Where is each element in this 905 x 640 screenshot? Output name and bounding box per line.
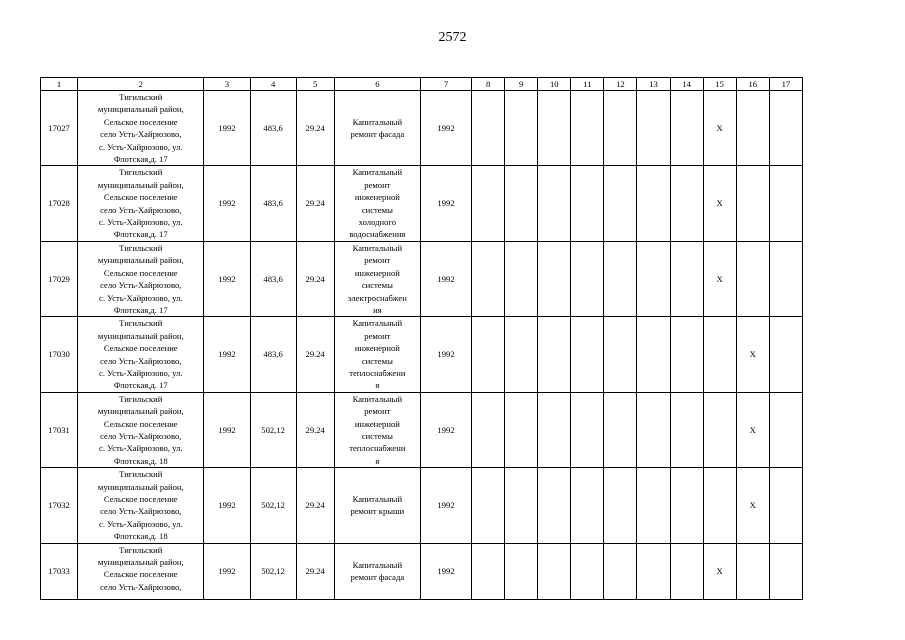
period-cell-15 bbox=[703, 317, 736, 392]
period-cell-15 bbox=[703, 392, 736, 467]
table-row bbox=[41, 392, 803, 467]
period-cell-15: X bbox=[703, 166, 736, 241]
period-cell-17 bbox=[769, 468, 802, 543]
period-cell-14 bbox=[670, 166, 703, 241]
period-cell-9 bbox=[505, 392, 538, 467]
address-text: Тигильский муниципальный район, Сельское поселение село Усть-Хайрюзово, bbox=[97, 544, 184, 592]
record-id: 17028 bbox=[41, 166, 78, 241]
table-row bbox=[41, 91, 803, 166]
period-cell-12 bbox=[604, 392, 637, 467]
column-header-8: 8 bbox=[472, 78, 505, 91]
register-table bbox=[40, 77, 803, 600]
period-cell-17 bbox=[769, 543, 802, 599]
period-cell-8 bbox=[472, 166, 505, 241]
period-cell-9 bbox=[505, 317, 538, 392]
column-header-15: 15 bbox=[703, 78, 736, 91]
year-built-cell: 1992 bbox=[204, 543, 250, 599]
period-cell-13 bbox=[637, 166, 670, 241]
period-cell-9 bbox=[505, 468, 538, 543]
record-id: 17027 bbox=[41, 91, 78, 166]
period-cell-10 bbox=[538, 91, 571, 166]
rate-cell: 29.24 bbox=[296, 392, 334, 467]
work-type-cell: Капитальный ремонт инженерной системы теплоснабжени я bbox=[334, 317, 420, 392]
period-cell-16: X bbox=[736, 468, 769, 543]
period-cell-9 bbox=[505, 543, 538, 599]
column-header-4: 4 bbox=[250, 78, 296, 91]
work-type-cell: Капитальный ремонт инженерной системы электроснабжен ия bbox=[334, 241, 420, 316]
period-cell-8 bbox=[472, 317, 505, 392]
address-cell: Тигильский муниципальный район, Сельское поселение село Усть-Хайрюзово, с. Усть-Хайрюзово, ул. Флотская,д. 18 bbox=[78, 468, 204, 543]
address-cell: Тигильский муниципальный район, Сельское поселение село Усть-Хайрюзово, с. Усть-Хайрюзово, ул. Флотская,д. 17 bbox=[78, 317, 204, 392]
period-cell-15: X bbox=[703, 91, 736, 166]
period-cell-8 bbox=[472, 91, 505, 166]
record-id: 17033 bbox=[41, 543, 78, 599]
column-header-6: 6 bbox=[334, 78, 420, 91]
rate-cell: 29.24 bbox=[296, 241, 334, 316]
column-header-3: 3 bbox=[204, 78, 250, 91]
year-built-cell: 1992 bbox=[204, 91, 250, 166]
period-cell-13 bbox=[637, 543, 670, 599]
period-cell-8 bbox=[472, 468, 505, 543]
period-cell-16 bbox=[736, 543, 769, 599]
period-cell-16 bbox=[736, 166, 769, 241]
period-cell-11 bbox=[571, 543, 604, 599]
period-cell-14 bbox=[670, 91, 703, 166]
period-cell-9 bbox=[505, 166, 538, 241]
rate-cell: 29.24 bbox=[296, 317, 334, 392]
rate-cell: 29.24 bbox=[296, 543, 334, 599]
period-cell-11 bbox=[571, 91, 604, 166]
period-cell-13 bbox=[637, 91, 670, 166]
column-header-5: 5 bbox=[296, 78, 334, 91]
record-id: 17032 bbox=[41, 468, 78, 543]
period-cell-16: X bbox=[736, 392, 769, 467]
period-cell-14 bbox=[670, 392, 703, 467]
period-cell-12 bbox=[604, 91, 637, 166]
year-built-cell: 1992 bbox=[204, 317, 250, 392]
period-cell-17 bbox=[769, 392, 802, 467]
period-cell-12 bbox=[604, 468, 637, 543]
period-cell-14 bbox=[670, 543, 703, 599]
year-cell: 1992 bbox=[420, 468, 471, 543]
year-built-cell: 1992 bbox=[204, 241, 250, 316]
period-cell-14 bbox=[670, 468, 703, 543]
work-type-cell: Капитальный ремонт фасада bbox=[334, 91, 420, 166]
column-header-2: 2 bbox=[78, 78, 204, 91]
year-cell: 1992 bbox=[420, 317, 471, 392]
period-cell-10 bbox=[538, 241, 571, 316]
period-cell-15: X bbox=[703, 543, 736, 599]
work-type-cell: Капитальный ремонт инженерной системы теплоснабжени я bbox=[334, 392, 420, 467]
year-cell: 1992 bbox=[420, 543, 471, 599]
work-type-cell: Капитальный ремонт крыши bbox=[334, 468, 420, 543]
period-cell-17 bbox=[769, 317, 802, 392]
period-cell-8 bbox=[472, 241, 505, 316]
rate-cell: 29.24 bbox=[296, 468, 334, 543]
period-cell-11 bbox=[571, 166, 604, 241]
address-cell: Тигильский муниципальный район, Сельское поселение село Усть-Хайрюзово, с. Усть-Хайрюзово, ул. Флотская,д. 17 bbox=[78, 241, 204, 316]
period-cell-14 bbox=[670, 317, 703, 392]
work-type-cell: Капитальный ремонт инженерной системы холодного водоснабжения bbox=[334, 166, 420, 241]
year-built-cell: 1992 bbox=[204, 166, 250, 241]
period-cell-13 bbox=[637, 317, 670, 392]
period-cell-10 bbox=[538, 317, 571, 392]
period-cell-10 bbox=[538, 166, 571, 241]
period-cell-15: X bbox=[703, 241, 736, 316]
table-row bbox=[41, 543, 803, 599]
table-row bbox=[41, 468, 803, 543]
period-cell-15 bbox=[703, 468, 736, 543]
year-cell: 1992 bbox=[420, 241, 471, 316]
address-cell: Тигильский муниципальный район, Сельское поселение село Усть-Хайрюзово, с. Усть-Хайрюзово, ул. Флотская,д. 18 bbox=[78, 392, 204, 467]
period-cell-17 bbox=[769, 91, 802, 166]
column-header-11: 11 bbox=[571, 78, 604, 91]
table-body bbox=[41, 91, 803, 600]
period-cell-11 bbox=[571, 392, 604, 467]
column-header-10: 10 bbox=[538, 78, 571, 91]
period-cell-17 bbox=[769, 166, 802, 241]
period-cell-11 bbox=[571, 468, 604, 543]
period-cell-9 bbox=[505, 91, 538, 166]
period-cell-11 bbox=[571, 317, 604, 392]
column-header-17: 17 bbox=[769, 78, 802, 91]
rate-cell: 29.24 bbox=[296, 91, 334, 166]
period-cell-12 bbox=[604, 241, 637, 316]
column-header-12: 12 bbox=[604, 78, 637, 91]
year-cell: 1992 bbox=[420, 166, 471, 241]
period-cell-12 bbox=[604, 543, 637, 599]
address-cell: Тигильский муниципальный район, Сельское поселение село Усть-Хайрюзово, с. Усть-Хайрюзово, ул. Флотская,д. 17 bbox=[78, 166, 204, 241]
period-cell-13 bbox=[637, 392, 670, 467]
period-cell-8 bbox=[472, 392, 505, 467]
address-cell: Тигильский муниципальный район, Сельское поселение село Усть-Хайрюзово, с. Усть-Хайрюзово, ул. Флотская,д. 17 bbox=[78, 91, 204, 166]
area-cell: 483,6 bbox=[250, 317, 296, 392]
period-cell-12 bbox=[604, 317, 637, 392]
year-built-cell: 1992 bbox=[204, 392, 250, 467]
year-built-cell: 1992 bbox=[204, 468, 250, 543]
period-cell-12 bbox=[604, 166, 637, 241]
address-cell bbox=[78, 543, 204, 599]
period-cell-13 bbox=[637, 241, 670, 316]
area-cell: 502,12 bbox=[250, 468, 296, 543]
area-cell: 502,12 bbox=[250, 543, 296, 599]
period-cell-13 bbox=[637, 468, 670, 543]
period-cell-17 bbox=[769, 241, 802, 316]
area-cell: 483,6 bbox=[250, 166, 296, 241]
area-cell: 483,6 bbox=[250, 241, 296, 316]
rate-cell: 29.24 bbox=[296, 166, 334, 241]
period-cell-11 bbox=[571, 241, 604, 316]
table-row bbox=[41, 241, 803, 316]
column-header-7: 7 bbox=[420, 78, 471, 91]
column-header-1: 1 bbox=[41, 78, 78, 91]
record-id: 17030 bbox=[41, 317, 78, 392]
period-cell-10 bbox=[538, 468, 571, 543]
column-header-14: 14 bbox=[670, 78, 703, 91]
table-row bbox=[41, 317, 803, 392]
year-cell: 1992 bbox=[420, 91, 471, 166]
column-header-13: 13 bbox=[637, 78, 670, 91]
area-cell: 483,6 bbox=[250, 91, 296, 166]
record-id: 17031 bbox=[41, 392, 78, 467]
record-id: 17029 bbox=[41, 241, 78, 316]
period-cell-16 bbox=[736, 241, 769, 316]
period-cell-10 bbox=[538, 543, 571, 599]
period-cell-8 bbox=[472, 543, 505, 599]
header-row bbox=[41, 78, 803, 91]
period-cell-14 bbox=[670, 241, 703, 316]
period-cell-10 bbox=[538, 392, 571, 467]
column-header-9: 9 bbox=[505, 78, 538, 91]
area-cell: 502,12 bbox=[250, 392, 296, 467]
column-header-16: 16 bbox=[736, 78, 769, 91]
period-cell-16 bbox=[736, 91, 769, 166]
table-row bbox=[41, 166, 803, 241]
page-number: 2572 bbox=[438, 30, 467, 45]
year-cell: 1992 bbox=[420, 392, 471, 467]
period-cell-9 bbox=[505, 241, 538, 316]
work-type-cell: Капитальный ремонт фасада bbox=[334, 543, 420, 599]
period-cell-16: X bbox=[736, 317, 769, 392]
